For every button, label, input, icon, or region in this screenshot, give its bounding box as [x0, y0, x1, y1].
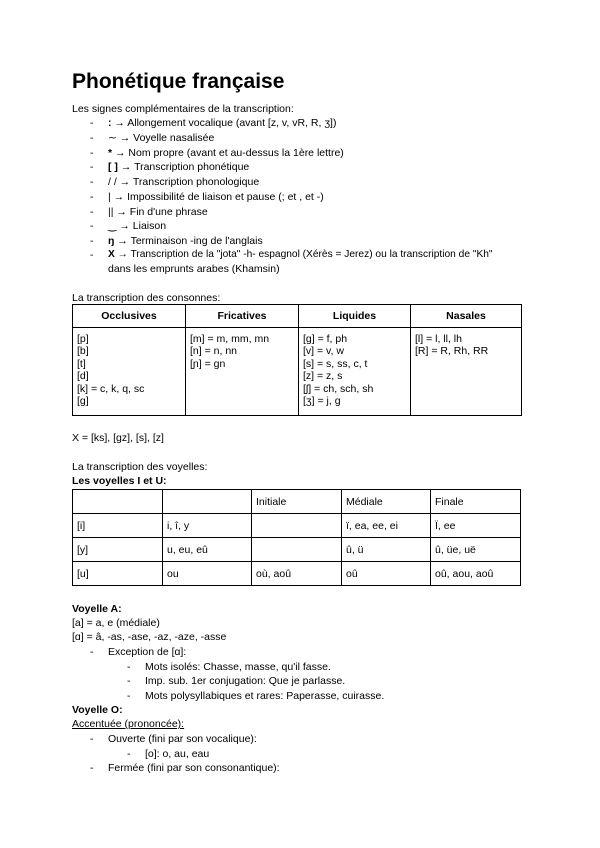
list-bullet: -: [127, 690, 131, 702]
list-item: ∼ → Voyelle nasalisée: [108, 132, 215, 144]
list-item: || → Fin d'une phrase: [108, 206, 208, 218]
list-bullet: -: [90, 220, 94, 232]
list-item: Exception de [ɑ]:: [108, 646, 187, 658]
table-cell: [p] [b] [t] [d] [k] = c, k, q, sc [g]: [73, 328, 186, 416]
list-item: Fermée (fini par son consonantique):: [108, 762, 280, 774]
table-cell: où, aoû: [252, 562, 342, 586]
list-item: ŋ → Terminaison -ing de l'anglais: [108, 235, 263, 247]
page-title: Phonétique française: [72, 70, 285, 93]
table-cell: [i]: [73, 514, 163, 538]
table-cell: [y]: [73, 538, 163, 562]
list-item: : → Allongement vocalique (avant [z, v, vR, R, ʒ]): [108, 117, 337, 129]
table-cell: [252, 514, 342, 538]
list-bullet: -: [90, 191, 94, 203]
list-bullet: -: [127, 748, 131, 760]
list-bullet: -: [90, 161, 94, 173]
list-bullet: -: [90, 646, 94, 658]
consonants-table: [72, 304, 522, 416]
list-item: [o]: o, au, eau: [145, 748, 210, 760]
list-bullet: -: [90, 249, 94, 261]
voyelle-o-accent: Accentuée (prononcée):: [72, 718, 185, 730]
column-header: Médiale: [342, 490, 431, 514]
vowels-heading: La transcription des voyelles:: [72, 461, 208, 473]
column-header: [73, 490, 163, 514]
table-cell: oû, aou, aoû: [431, 562, 521, 586]
liaison-symbol: ‿: [108, 220, 117, 232]
list-bullet: -: [90, 117, 94, 129]
table-cell: û, üe, uë: [431, 538, 521, 562]
column-header: Nasales: [411, 305, 522, 328]
voyelle-a-line: [ɑ] = â, -as, -ase, -az, -aze, -asse: [72, 631, 227, 643]
list-item: / / → Transcription phonologique: [108, 176, 260, 188]
voyelle-a-title: Voyelle A:: [72, 603, 122, 615]
table-cell: ï, ea, ee, ei: [342, 514, 431, 538]
intro-text: Les signes complémentaires de la transcription:: [72, 103, 294, 115]
table-cell: [l] = l, ll, lh [R] = R, Rh, RR: [411, 328, 522, 416]
table-cell: Ï, ee: [431, 514, 521, 538]
list-item: Ouverte (fini par son vocalique):: [108, 733, 257, 745]
tilde-symbol: ∼: [108, 132, 117, 144]
table-cell: u, eu, eû: [163, 538, 252, 562]
list-bullet: -: [90, 235, 94, 247]
list-bullet: -: [90, 206, 94, 218]
list-item: [ ] → Transcription phonétique: [108, 161, 250, 173]
column-header: Liquides: [299, 305, 411, 328]
list-item: Imp. sub. 1er conjugation: Que je parlasse.: [145, 675, 346, 687]
list-item: * → Nom propre (avant et au-dessus la 1ère lettre): [108, 147, 344, 159]
list-item: ‿ → Liaison: [108, 220, 167, 232]
column-header: Fricatives: [186, 305, 299, 328]
table-cell: [m] = m, mm, mn [n] = n, nn [ɲ] = gn: [186, 328, 299, 416]
table-cell: [u]: [73, 562, 163, 586]
list-bullet: -: [90, 762, 94, 774]
table-cell: û, ü: [342, 538, 431, 562]
table-cell: i, î, y: [163, 514, 252, 538]
table-row: [73, 514, 521, 538]
list-item-continuation: dans les emprunts arabes (Khamsin): [108, 263, 280, 275]
table-row: [73, 328, 522, 416]
table-row: [73, 562, 521, 586]
list-bullet: -: [127, 661, 131, 673]
list-bullet: -: [90, 733, 94, 745]
table-header-row: [73, 490, 521, 514]
list-bullet: -: [90, 176, 94, 188]
list-item: Mots isolés: Chasse, masse, qu'il fasse.: [145, 661, 331, 673]
list-bullet: -: [127, 675, 131, 687]
list-item: | → Impossibilité de liaison et pause (; et , et -): [108, 191, 324, 203]
list-item: X → Transcription de la "jota" -h- espagnol (Xérès = Jerez) ou la transcription de "Kh": [108, 249, 493, 260]
vowels-subheading: Les voyelles I et U:: [72, 475, 167, 487]
list-item: Mots polysyllabiques et rares: Paperasse, cuirasse.: [145, 690, 385, 702]
x-note: X = [ks], [gz], [s], [z]: [72, 432, 164, 444]
table-row: [73, 538, 521, 562]
list-bullet: -: [90, 147, 94, 159]
column-header: Occlusives: [73, 305, 186, 328]
table-cell: oû: [342, 562, 431, 586]
voyelle-a-line: [a] = a, e (médiale): [72, 617, 160, 629]
vowels-table: [72, 489, 521, 586]
consonants-heading: La transcription des consonnes:: [72, 292, 221, 304]
table-cell: [252, 538, 342, 562]
voyelle-o-title: Voyelle O:: [72, 704, 123, 716]
column-header: [163, 490, 252, 514]
table-cell: [g] = f, ph [v] = v, w [s] = s, ss, c, t [z] = z, s [ʃ] = ch, sch, sh [ʒ] = j, g: [299, 328, 411, 416]
table-cell: ou: [163, 562, 252, 586]
column-header: Initiale: [252, 490, 342, 514]
list-bullet: -: [90, 132, 94, 144]
table-header-row: [73, 305, 522, 328]
column-header: Finale: [431, 490, 521, 514]
